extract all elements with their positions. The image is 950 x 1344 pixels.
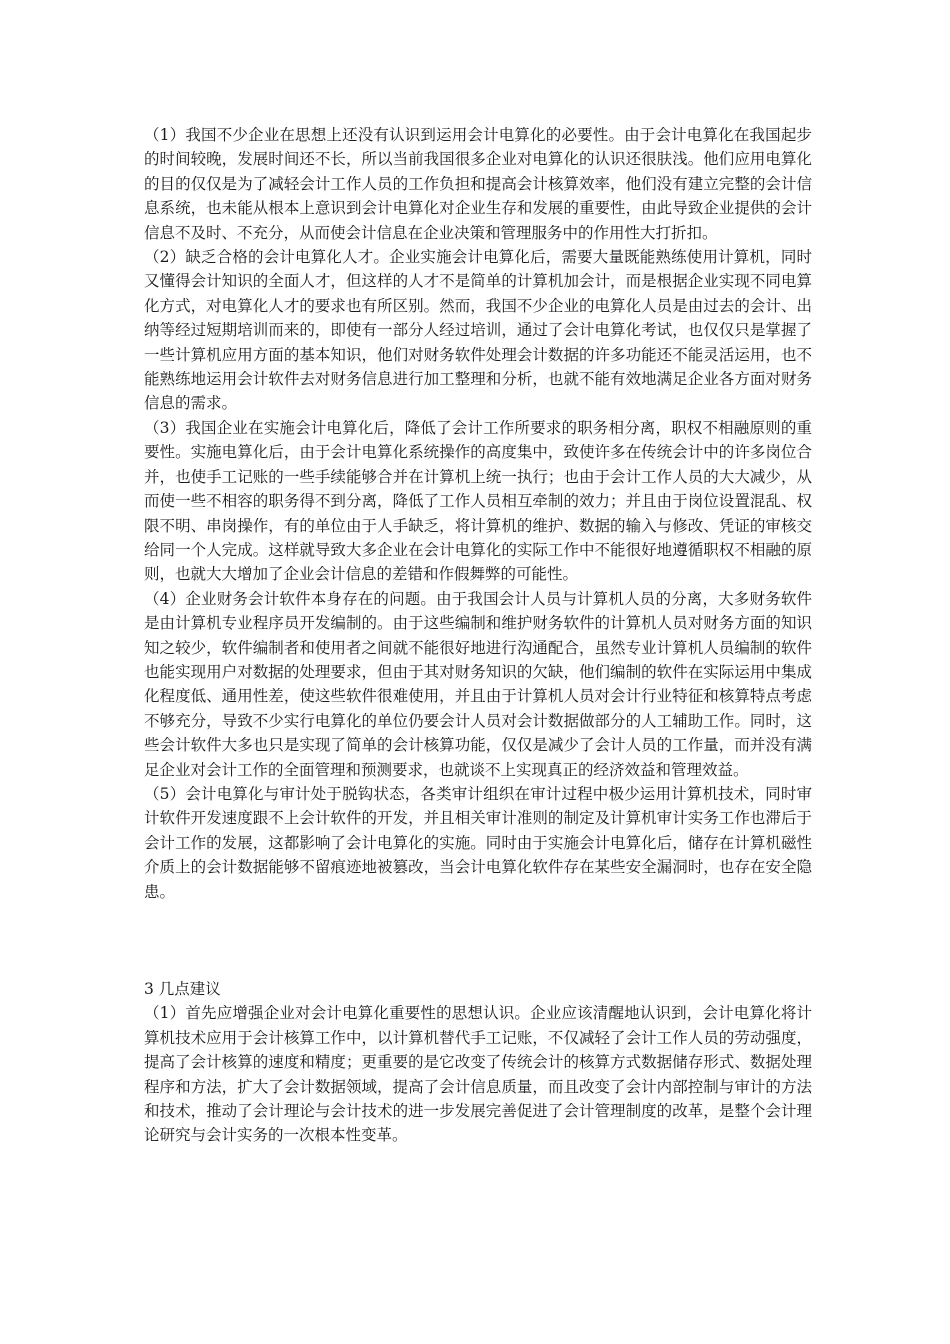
document-body (144, 123, 812, 1148)
paragraph-problem-5: （5）会计电算化与审计处于脱钩状态，各类审计组织在审计过程中极少运用计算机技术，同时审计软件开发速度跟不上会计软件的开发，并且相关审计准则的制定及计算机审计实务工作也滞后于会计工作的发展，这都影响了会计电算化的实施。同时由于实施会计电算化后，储存在计算机磁性介质上的会计数据能够不留痕迹地被篡改，当会计电算化软件存在某些安全漏洞时，也存在安全隐患。 (144, 784, 812, 901)
paragraph-suggestion-1: （1）首先应增强企业对会计电算化重要性的思想认识。企业应该清醒地认识到，会计电算化将计算机技术应用于会计核算工作中，以计算机替代手工记账，不仅减轻了会计工作人员的劳动强度，提高了会计核算的速度和精度；更重要的是它改变了传统会计的核算方式数据储存形式、数据处理程序和方法，扩大了会计数据领域，提高了会计信息质量，而且改变了会计内部控制与审计的方法和技术，推动了会计理论与会计技术的进一步发展完善促进了会计管理制度的改革，是整个会计理论研究与会计实务的一次根本性变革。 (144, 1004, 812, 1145)
paragraph-problem-4: （4）企业财务会计软件本身存在的问题。由于我国会计人员与计算机人员的分离，大多财务软件是由计算机专业程序员开发编制的。由于这些编制和维护财务软件的计算机人员对财务方面的知识知之较少，软件编制者和使用者之间就不能很好地进行沟通配合，虽然专业计算机人员编制的软件也能实现用户对数据的处理要求，但由于其对财务知识的欠缺，他们编制的软件在实际运用中集成化程度低、通用性差，使这些软件很难使用，并且由于计算机人员对会计行业特征和核算特点考虑不够充分，导致不少实行电算化的单位仍要会计人员对会计数据做部分的人工辅助工作。同时，这些会计软件大多也只是实现了简单的会计核算功能，仅仅是减少了会计人员的工作量，而并没有满足企业对会计工作的全面管理和预测要求，也就谈不上实现真正的经济效益和管理效益。 (144, 589, 812, 779)
section-gap (144, 904, 812, 977)
paragraph-problem-3: （3）我国企业在实施会计电算化后，降低了会计工作所要求的职务相分离，职权不相融原则的重要性。实施电算化后，由于会计电算化系统操作的高度集中，致使许多在传统会计中的许多岗位合并，也使手工记账的一些手续能够合并在计算机上统一执行；也由于会计工作人员的大大减少，从而使一些不相容的职务得不到分离，降低了工作人员相互牵制的效力；并且由于岗位设置混乱、权限不明、串岗操作，有的单位由于人手缺乏，将计算机的维护、数据的输入与修改、凭证的审核交给同一个人完成。这样就导致大多企业在会计电算化的实际工作中不能很好地遵循职权不相融的原则，也就大大增加了企业会计信息的差错和作假舞弊的可能性。 (144, 418, 812, 584)
section-heading: 3 几点建议 (144, 980, 221, 998)
paragraph-problem-2: （2）缺乏合格的会计电算化人才。企业实施会计电算化后，需要大量既能熟练使用计算机，同时又懂得会计知识的全面人才，但这样的人才不是简单的计算机加会计，而是根据企业实现不同电算化方式，对电算化人才的要求也有所区别。然而，我国不少企业的电算化人员是由过去的会计、出纳等经过短期培训而来的，即使有一部分人经过培训，通过了会计电算化考试，也仅仅只是掌握了一些计算机应用方面的基本知识，他们对财务软件处理会计数据的许多功能还不能灵活运用，也不能熟练地运用会计软件去对财务信息进行加工整理和分析，也就不能有效地满足企业各方面对财务信息的需求。 (144, 248, 812, 413)
paragraph-problem-1: （1）我国不少企业在思想上还没有认识到运用会计电算化的必要性。由于会计电算化在我国起步的时间较晚，发展时间还不长，所以当前我国很多企业对电算化的认识还很肤浅。他们应用电算化的目的仅仅是为了减轻会计工作人员的工作负担和提高会计核算效率，他们没有建立完整的会计信息系统，也未能从根本上意识到会计电算化对企业生存和发展的重要性，由此导致企业提供的会计信息不及时、不充分，从而使会计信息在企业决策和管理服务中的作用性大打折扣。 (144, 126, 812, 242)
